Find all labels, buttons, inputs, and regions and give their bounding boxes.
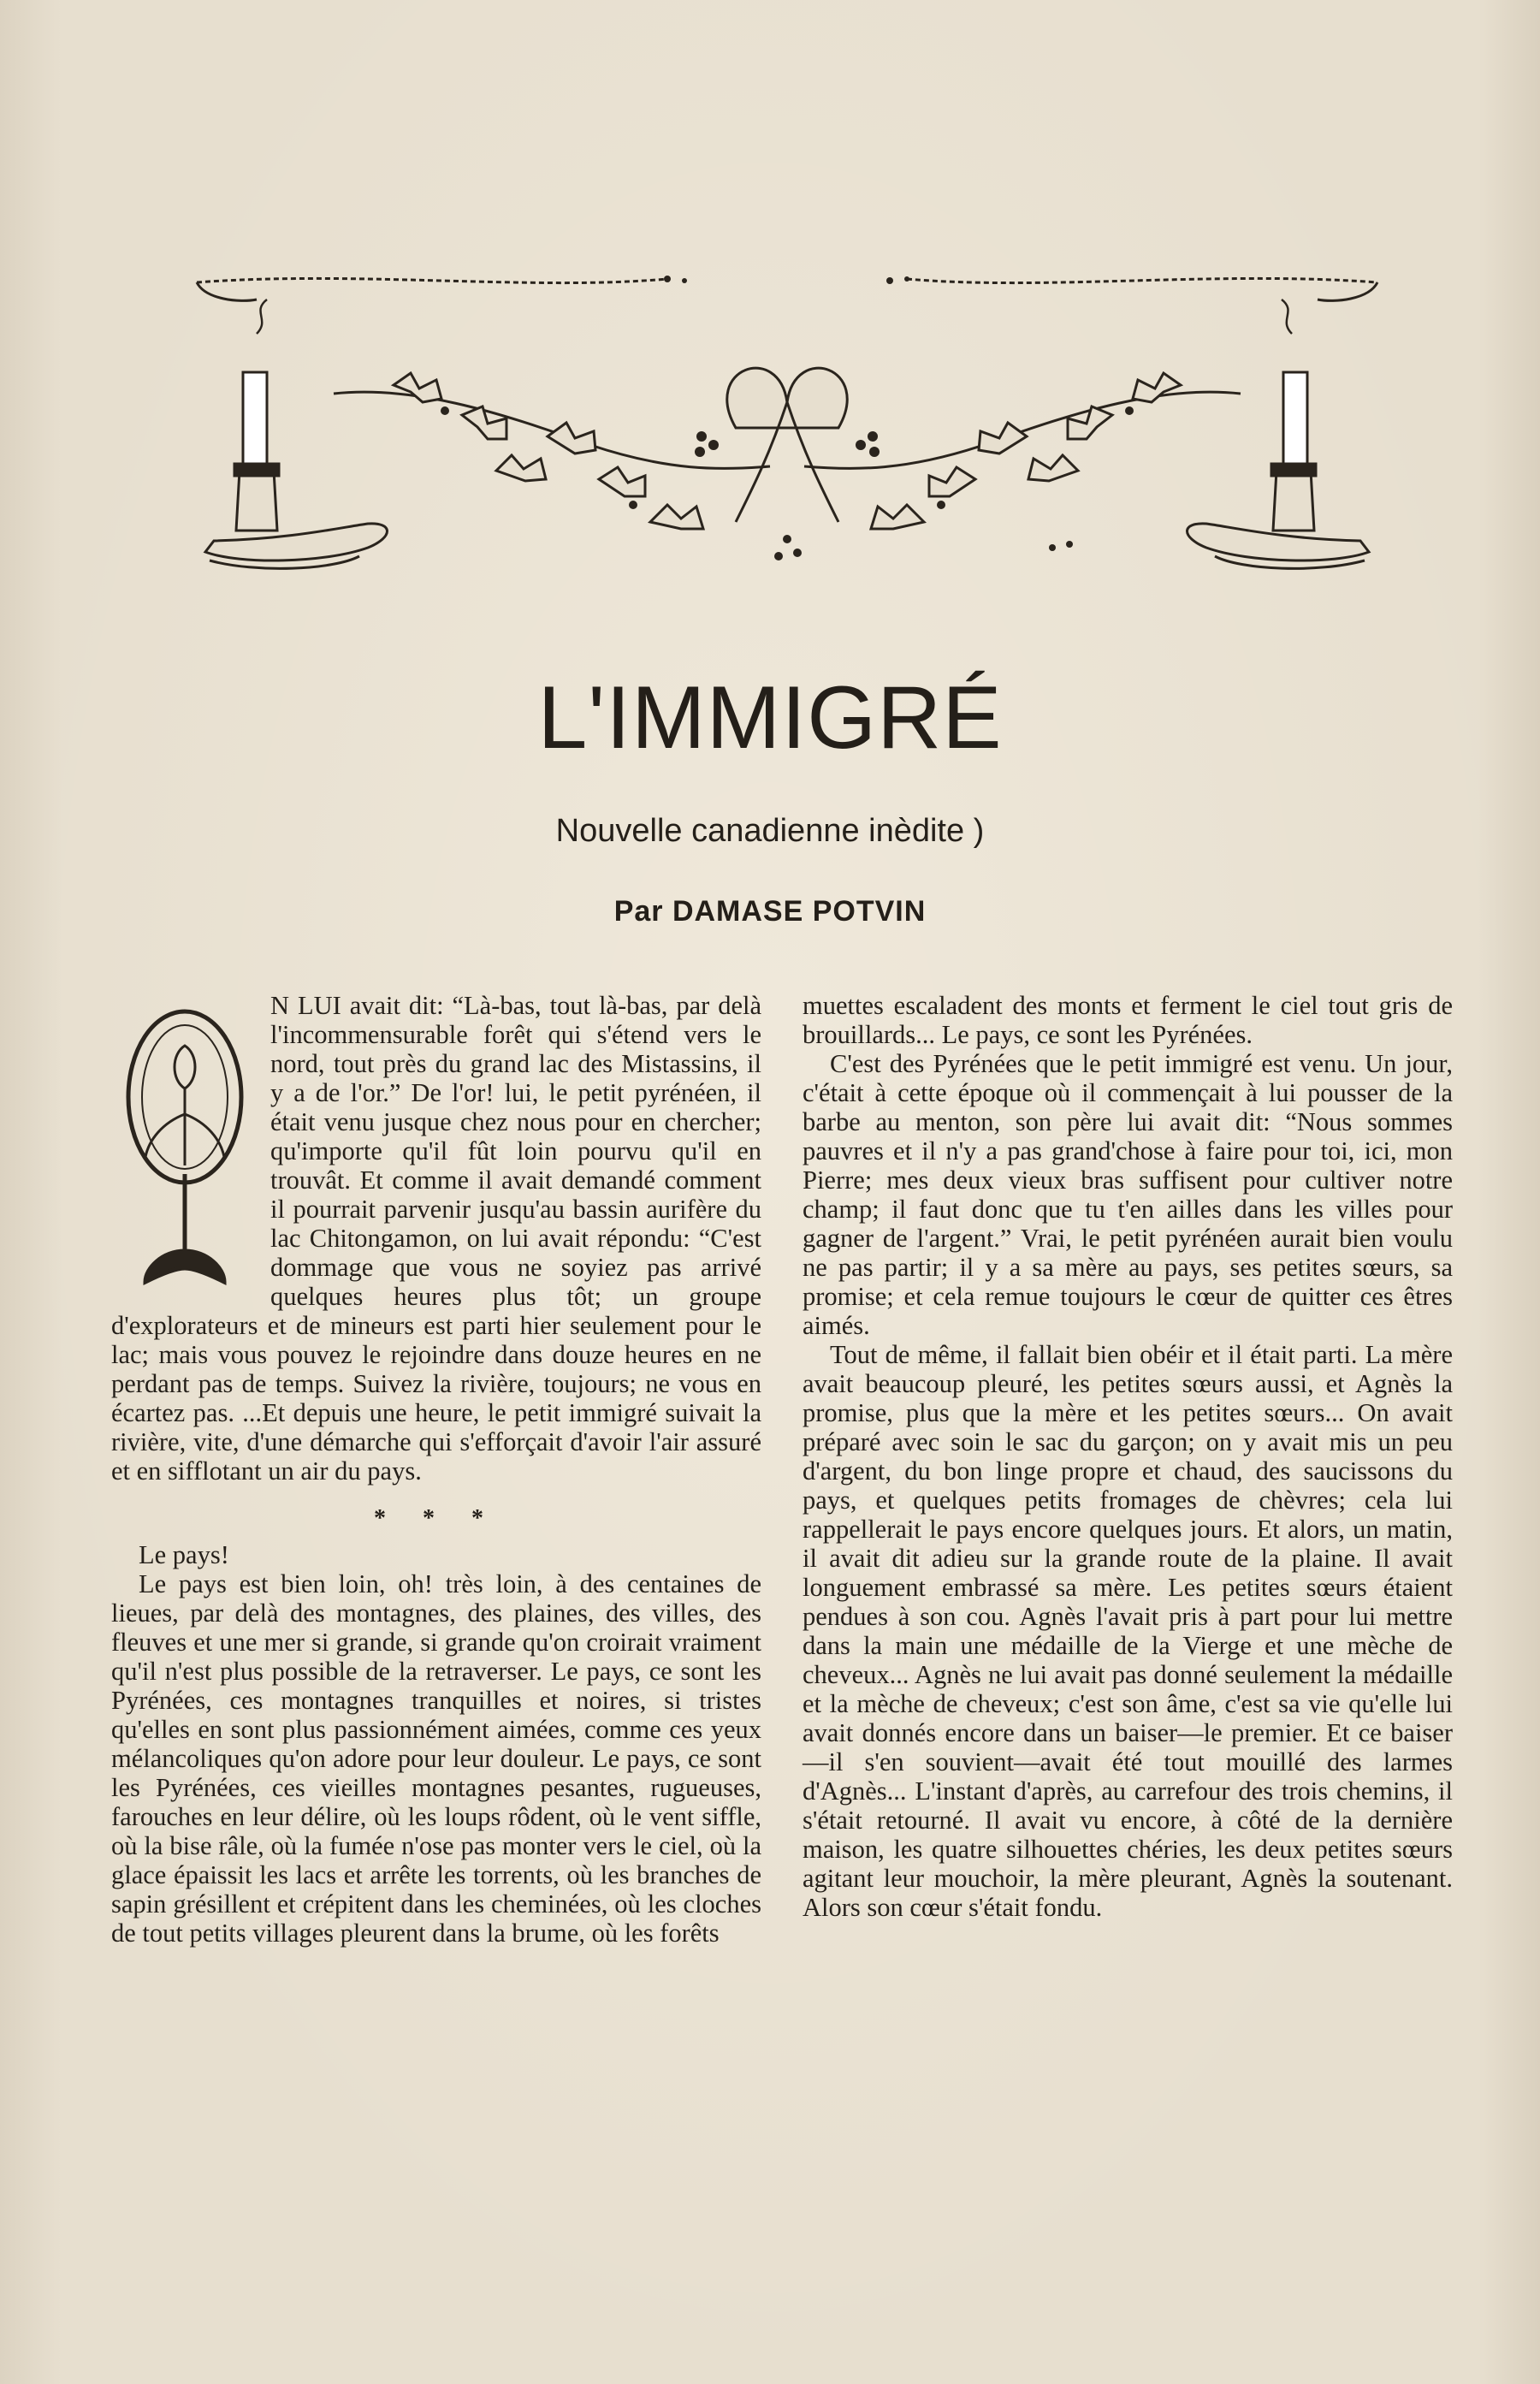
holly-candle-ornament bbox=[188, 265, 1386, 625]
paragraph-pays-long: Le pays est bien loin, oh! très loin, à des centaines de lieues, par delà des montagnes, des plaines, des villes, des fleuves et une mer si grande, si grande qu'on croirait vraiment qu'il n'est plus possible de la retraverser. Le pays, ce sont les Pyrénées, ces montagnes tranquilles et noires, si tristes qu'elles en sont plus passionnément aimées, comme ces yeux mélancoliques qu'on adore pour leur douleur. Le pays, ce sont les Pyrénées, ces vieilles montagnes pesantes, rugueuses, farouches en leur délire, où les loups rôdent, où le vent siffle, où la bise râle, où la fumée n'ose pas monter vers le ciel, où la glace épaissit les lacs et arrête les torrents, où les branches de sapin grésillent et crépitent dans les cheminées, où les cloches de tout petits villages pleurent dans la brume, où les forêts bbox=[111, 1569, 761, 1948]
ornamental-drop-cap bbox=[111, 994, 258, 1294]
paragraph-pays-short: Le pays! bbox=[139, 1540, 229, 1569]
paragraph-pyrenees-depart: C'est des Pyrénées que le petit immigré est venu. Un jour, c'était à cette époque où il commençait à lui pousser de la barbe au menton, son père lui avait dit: “Nous sommes pauvres et il n'y a pas grand'chose à faire pour toi, ici, mon Pierre; mes deux vieux bras suffisent pour cultiver notre champ; il faut donc que tu t'en ailles dans les villes pour gagner de l'argent.” Vrai, le petit pyrénéen aurait bien voulu ne pas partir; il y a sa mère au pays, ses petites sœurs, sa promise; et cela remue toujours le cœur de quitter ces êtres aimés. bbox=[803, 1049, 1453, 1340]
paragraph-opening: N LUI avait dit: “Là-bas, tout là-bas, par delà l'incommensurable forêt qui s'étend vers le nord, tout près du grand lac des Mistassins, il y a de l'or.” De l'or! lui, le petit pyrénéen, il était venu jusque chez nous pour en chercher; qu'importe qu'il fût loin pourvu qu'il en trouvât. Et comme il avait demandé comment il pourrait parvenir jusqu'au bassin aurifère du lac Chitongamon, on lui avait répondu: “C'est dommage que vous ne soyiez pas arrivé quelques heures plus tôt; un groupe d'explorateurs et de mineurs est parti hier seulement pour le lac; mais vous pouvez le rejoindre dans douze heures en ne perdant pas de temps. Suivez la rivière, toujours; ne vous en écartez pas. ...Et depuis une heure, le petit immigré suivait la rivière, vite, d'une démarche qui s'efforçait d'avoir l'air assuré et en sifflotant un air du pays. bbox=[111, 991, 761, 1486]
article-title: L'IMMIGRÉ bbox=[537, 668, 1003, 768]
paragraph-continuation: muettes escaladent des monts et ferment le ciel tout gris de brouillards... Le pays, ce sont les Pyrénées. bbox=[803, 991, 1453, 1049]
article-byline: Par DAMASE POTVIN bbox=[613, 895, 927, 928]
left-column bbox=[111, 991, 761, 1948]
paragraph-adieux: Tout de même, il fallait bien obéir et il était parti. La mère avait beaucoup pleuré, les petites sœurs aussi, et Agnès la promise, plus que la mère et les petites sœurs... On avait préparé avec soin le sac du garçon; on y avait mis un peu d'argent, du bon linge propre et chaud, des saucissons du pays, et quelques petits fromages de chèvres; cela lui rappellerait le pays encore quelques jours. Et alors, un matin, il avait dit adieu sur la grande route de la plaine. Il avait longuement embrassé sa mère. Les petites sœurs étaient pendues à son cou. Agnès l'avait pris à part pour lui mettre dans la main une médaille de la Vierge et une mèche de cheveux... Agnès ne lui avait pas donné seulement la médaille et la mèche de cheveux; c'est son âme, c'est sa vie qu'elle lui avait donnés encore dans un baiser—le premier. Et ce baiser—il s'en souvient—avait été tout mouillé des larmes d'Agnès... L'instant d'après, au carrefour des trois chemins, il s'était retourné. Il avait vu encore, à côté de la dernière maison, les quatre silhouettes chéries, les deux petites sœurs agitant leur mouchoir, la mère pleurant, Agnès la soutenant. Alors son cœur s'était fondu. bbox=[803, 1340, 1453, 1922]
right-column bbox=[803, 991, 1453, 1922]
article-subtitle: Nouvelle canadienne inèdite ) bbox=[555, 813, 985, 849]
section-break-stars: * * * bbox=[374, 1505, 499, 1532]
